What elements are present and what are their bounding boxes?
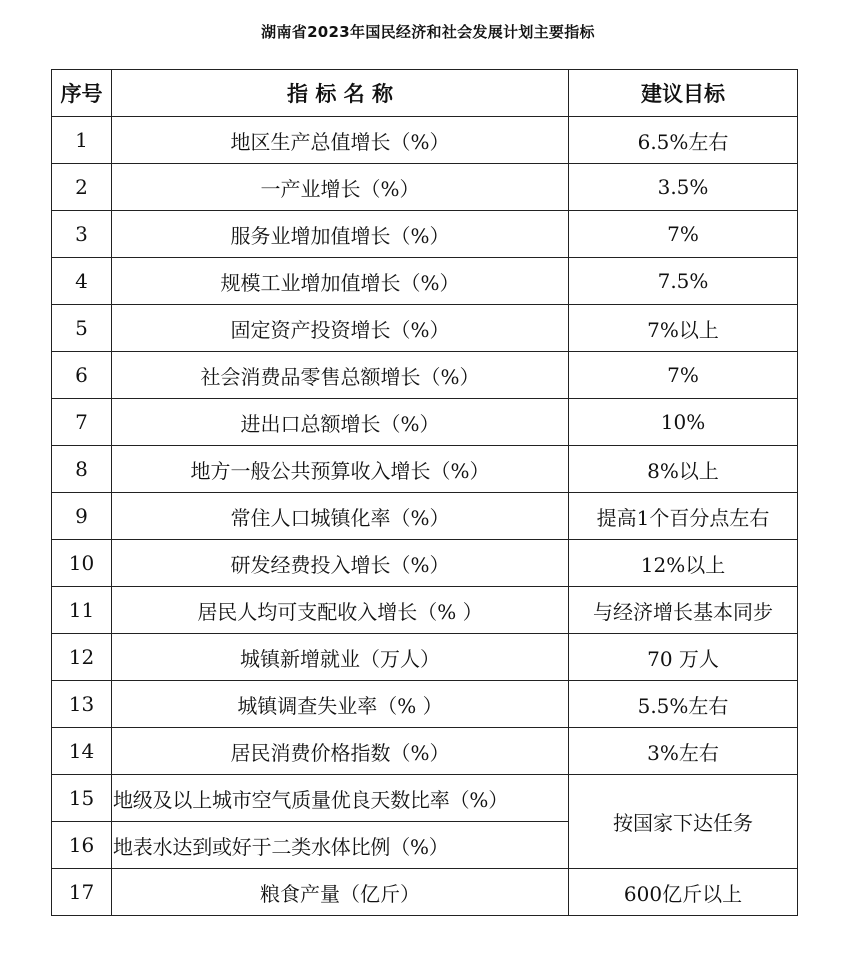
page-title: 湖南省2023年国民经济和社会发展计划主要指标 <box>261 23 595 41</box>
row-no: 6 <box>52 352 112 399</box>
table-row <box>52 493 798 540</box>
table-row <box>52 540 798 587</box>
row-no: 8 <box>52 446 112 493</box>
row-target: 7.5% <box>569 258 798 305</box>
header-target: 建议目标 <box>569 70 798 117</box>
row-name: 固定资产投资增长（%） <box>112 305 569 352</box>
row-no: 17 <box>52 869 112 916</box>
table-row <box>52 117 798 164</box>
row-target-merged: 按国家下达任务 <box>569 775 798 869</box>
row-target: 提高1个百分点左右 <box>569 493 798 540</box>
table-row <box>52 305 798 352</box>
row-no: 9 <box>52 493 112 540</box>
table-row <box>52 587 798 634</box>
row-target: 7%以上 <box>569 305 798 352</box>
table-row <box>52 869 798 916</box>
row-name: 规模工业增加值增长（%） <box>112 258 569 305</box>
row-name: 服务业增加值增长（%） <box>112 211 569 258</box>
row-no: 5 <box>52 305 112 352</box>
row-target: 6.5%左右 <box>569 117 798 164</box>
header-no: 序号 <box>52 70 112 117</box>
row-name: 地表水达到或好于二类水体比例（%） <box>112 822 569 869</box>
row-no: 15 <box>52 775 112 822</box>
row-name: 社会消费品零售总额增长（%） <box>112 352 569 399</box>
row-name: 城镇新增就业（万人） <box>112 634 569 681</box>
row-no: 2 <box>52 164 112 211</box>
row-name: 常住人口城镇化率（%） <box>112 493 569 540</box>
row-no: 16 <box>52 822 112 869</box>
row-name: 地区生产总值增长（%） <box>112 117 569 164</box>
row-name: 地级及以上城市空气质量优良天数比率（%） <box>112 775 569 822</box>
row-no: 7 <box>52 399 112 446</box>
table-row <box>52 399 798 446</box>
row-no: 10 <box>52 540 112 587</box>
row-target: 7% <box>569 211 798 258</box>
table-row <box>52 775 798 822</box>
table-header-row <box>52 70 798 117</box>
row-name: 一产业增长（%） <box>112 164 569 211</box>
row-name: 地方一般公共预算收入增长（%） <box>112 446 569 493</box>
row-target: 7% <box>569 352 798 399</box>
row-name: 粮食产量（亿斤） <box>112 869 569 916</box>
table-row <box>52 352 798 399</box>
row-target: 8%以上 <box>569 446 798 493</box>
row-target: 10% <box>569 399 798 446</box>
row-name: 居民消费价格指数（%） <box>112 728 569 775</box>
table-row <box>52 634 798 681</box>
row-target: 12%以上 <box>569 540 798 587</box>
row-name: 研发经费投入增长（%） <box>112 540 569 587</box>
row-no: 4 <box>52 258 112 305</box>
row-target: 5.5%左右 <box>569 681 798 728</box>
row-no: 12 <box>52 634 112 681</box>
table-row <box>52 211 798 258</box>
row-target: 与经济增长基本同步 <box>569 587 798 634</box>
table-row <box>52 258 798 305</box>
row-target: 70 万人 <box>569 634 798 681</box>
row-target: 600亿斤以上 <box>569 869 798 916</box>
row-name: 城镇调查失业率（% ） <box>112 681 569 728</box>
row-no: 3 <box>52 211 112 258</box>
table-row <box>52 164 798 211</box>
table-row <box>52 446 798 493</box>
row-no: 11 <box>52 587 112 634</box>
header-name: 指 标 名 称 <box>112 70 569 117</box>
row-target: 3%左右 <box>569 728 798 775</box>
row-no: 1 <box>52 117 112 164</box>
indicators-table <box>51 69 798 916</box>
row-name: 进出口总额增长（%） <box>112 399 569 446</box>
row-name: 居民人均可支配收入增长（% ） <box>112 587 569 634</box>
table-row <box>52 728 798 775</box>
row-no: 13 <box>52 681 112 728</box>
row-no: 14 <box>52 728 112 775</box>
table-row <box>52 681 798 728</box>
row-target: 3.5% <box>569 164 798 211</box>
